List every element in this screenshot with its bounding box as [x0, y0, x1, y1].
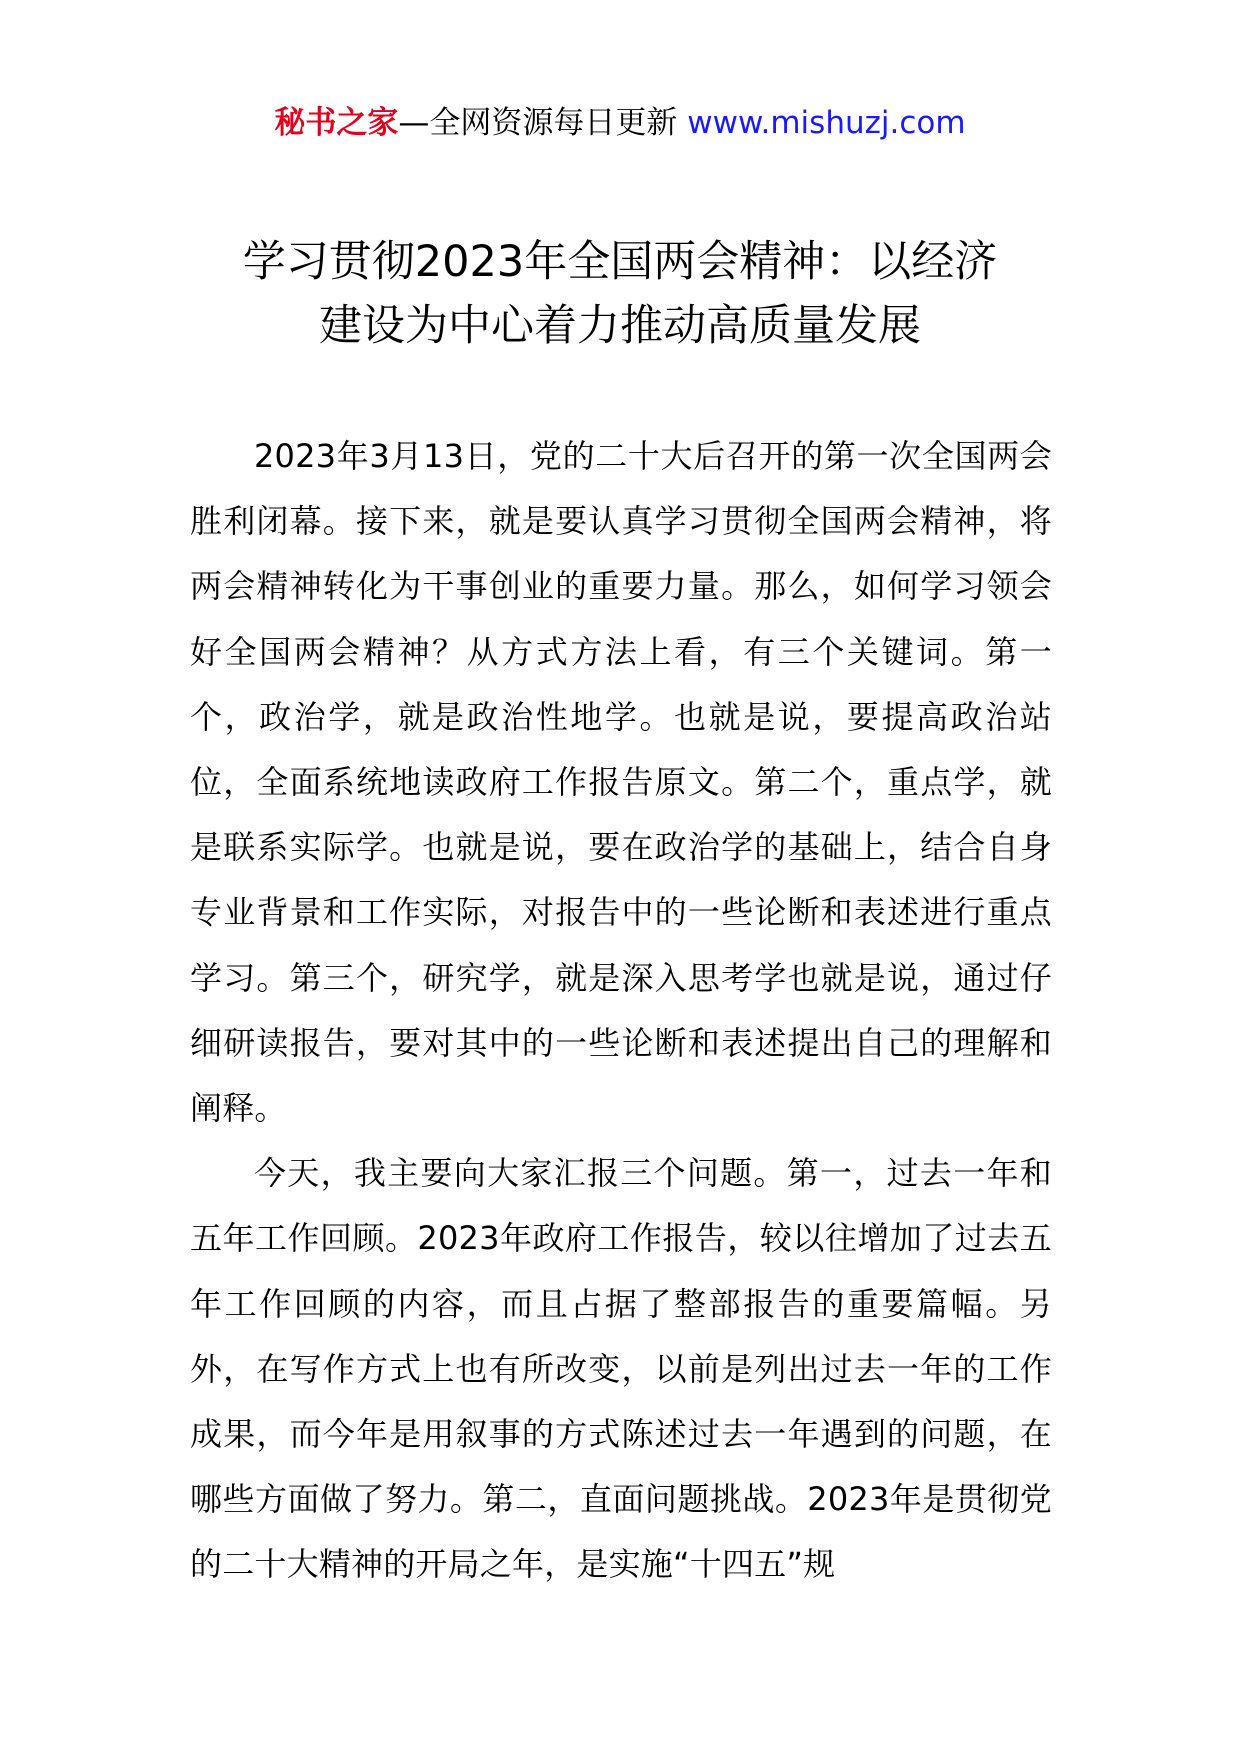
site-url-link[interactable]: www.mishuzj.com	[687, 105, 966, 141]
title-line-1: 学习贯彻2023年全国两会精神：以经济	[242, 237, 998, 287]
document-body	[190, 424, 1052, 1598]
paragraph-1: 2023年3月13日，党的二十大后召开的第一次全国两会胜利闭幕。接下来，就是要认真学习贯彻全国两会精神，将两会精神转化为干事创业的重要力量。那么，如何学习领会好全国两会精神？从方式方法上看，有三个关键词。第一个，政治学，就是政治性地学。也就是说，要提高政治站位，全面系统地读政府工作报告原文。第二个，重点学，就是联系实际学。也就是说，要在政治学的基础上，结合自身专业背景和工作实际，对报告中的一些论断和表述进行重点学习。第三个，研究学，就是深入思考学也就是说，通过仔细研读报告，要对其中的一些论断和表述提出自己的理解和阐释。	[190, 437, 1052, 1128]
title-line-2: 建设为中心着力推动高质量发展	[319, 301, 921, 351]
document-title	[150, 230, 1090, 358]
header-tagline: —全网资源每日更新	[398, 105, 688, 141]
site-header	[0, 98, 1240, 148]
brand-name: 秘书之家	[274, 105, 399, 141]
paragraph-2: 今天，我主要向大家汇报三个问题。第一，过去一年和五年工作回顾。2023年政府工作报告，较以往增加了过去五年工作回顾的内容，而且占据了整部报告的重要篇幅。另外，在写作方式上也有所改变，以前是列出过去一年的工作成果，而今年是用叙事的方式陈述过去一年遇到的问题，在哪些方面做了努力。第二，直面问题挑战。2023年是贯彻党的二十大精神的开局之年，是实施“十四五”规	[190, 1154, 1052, 1584]
